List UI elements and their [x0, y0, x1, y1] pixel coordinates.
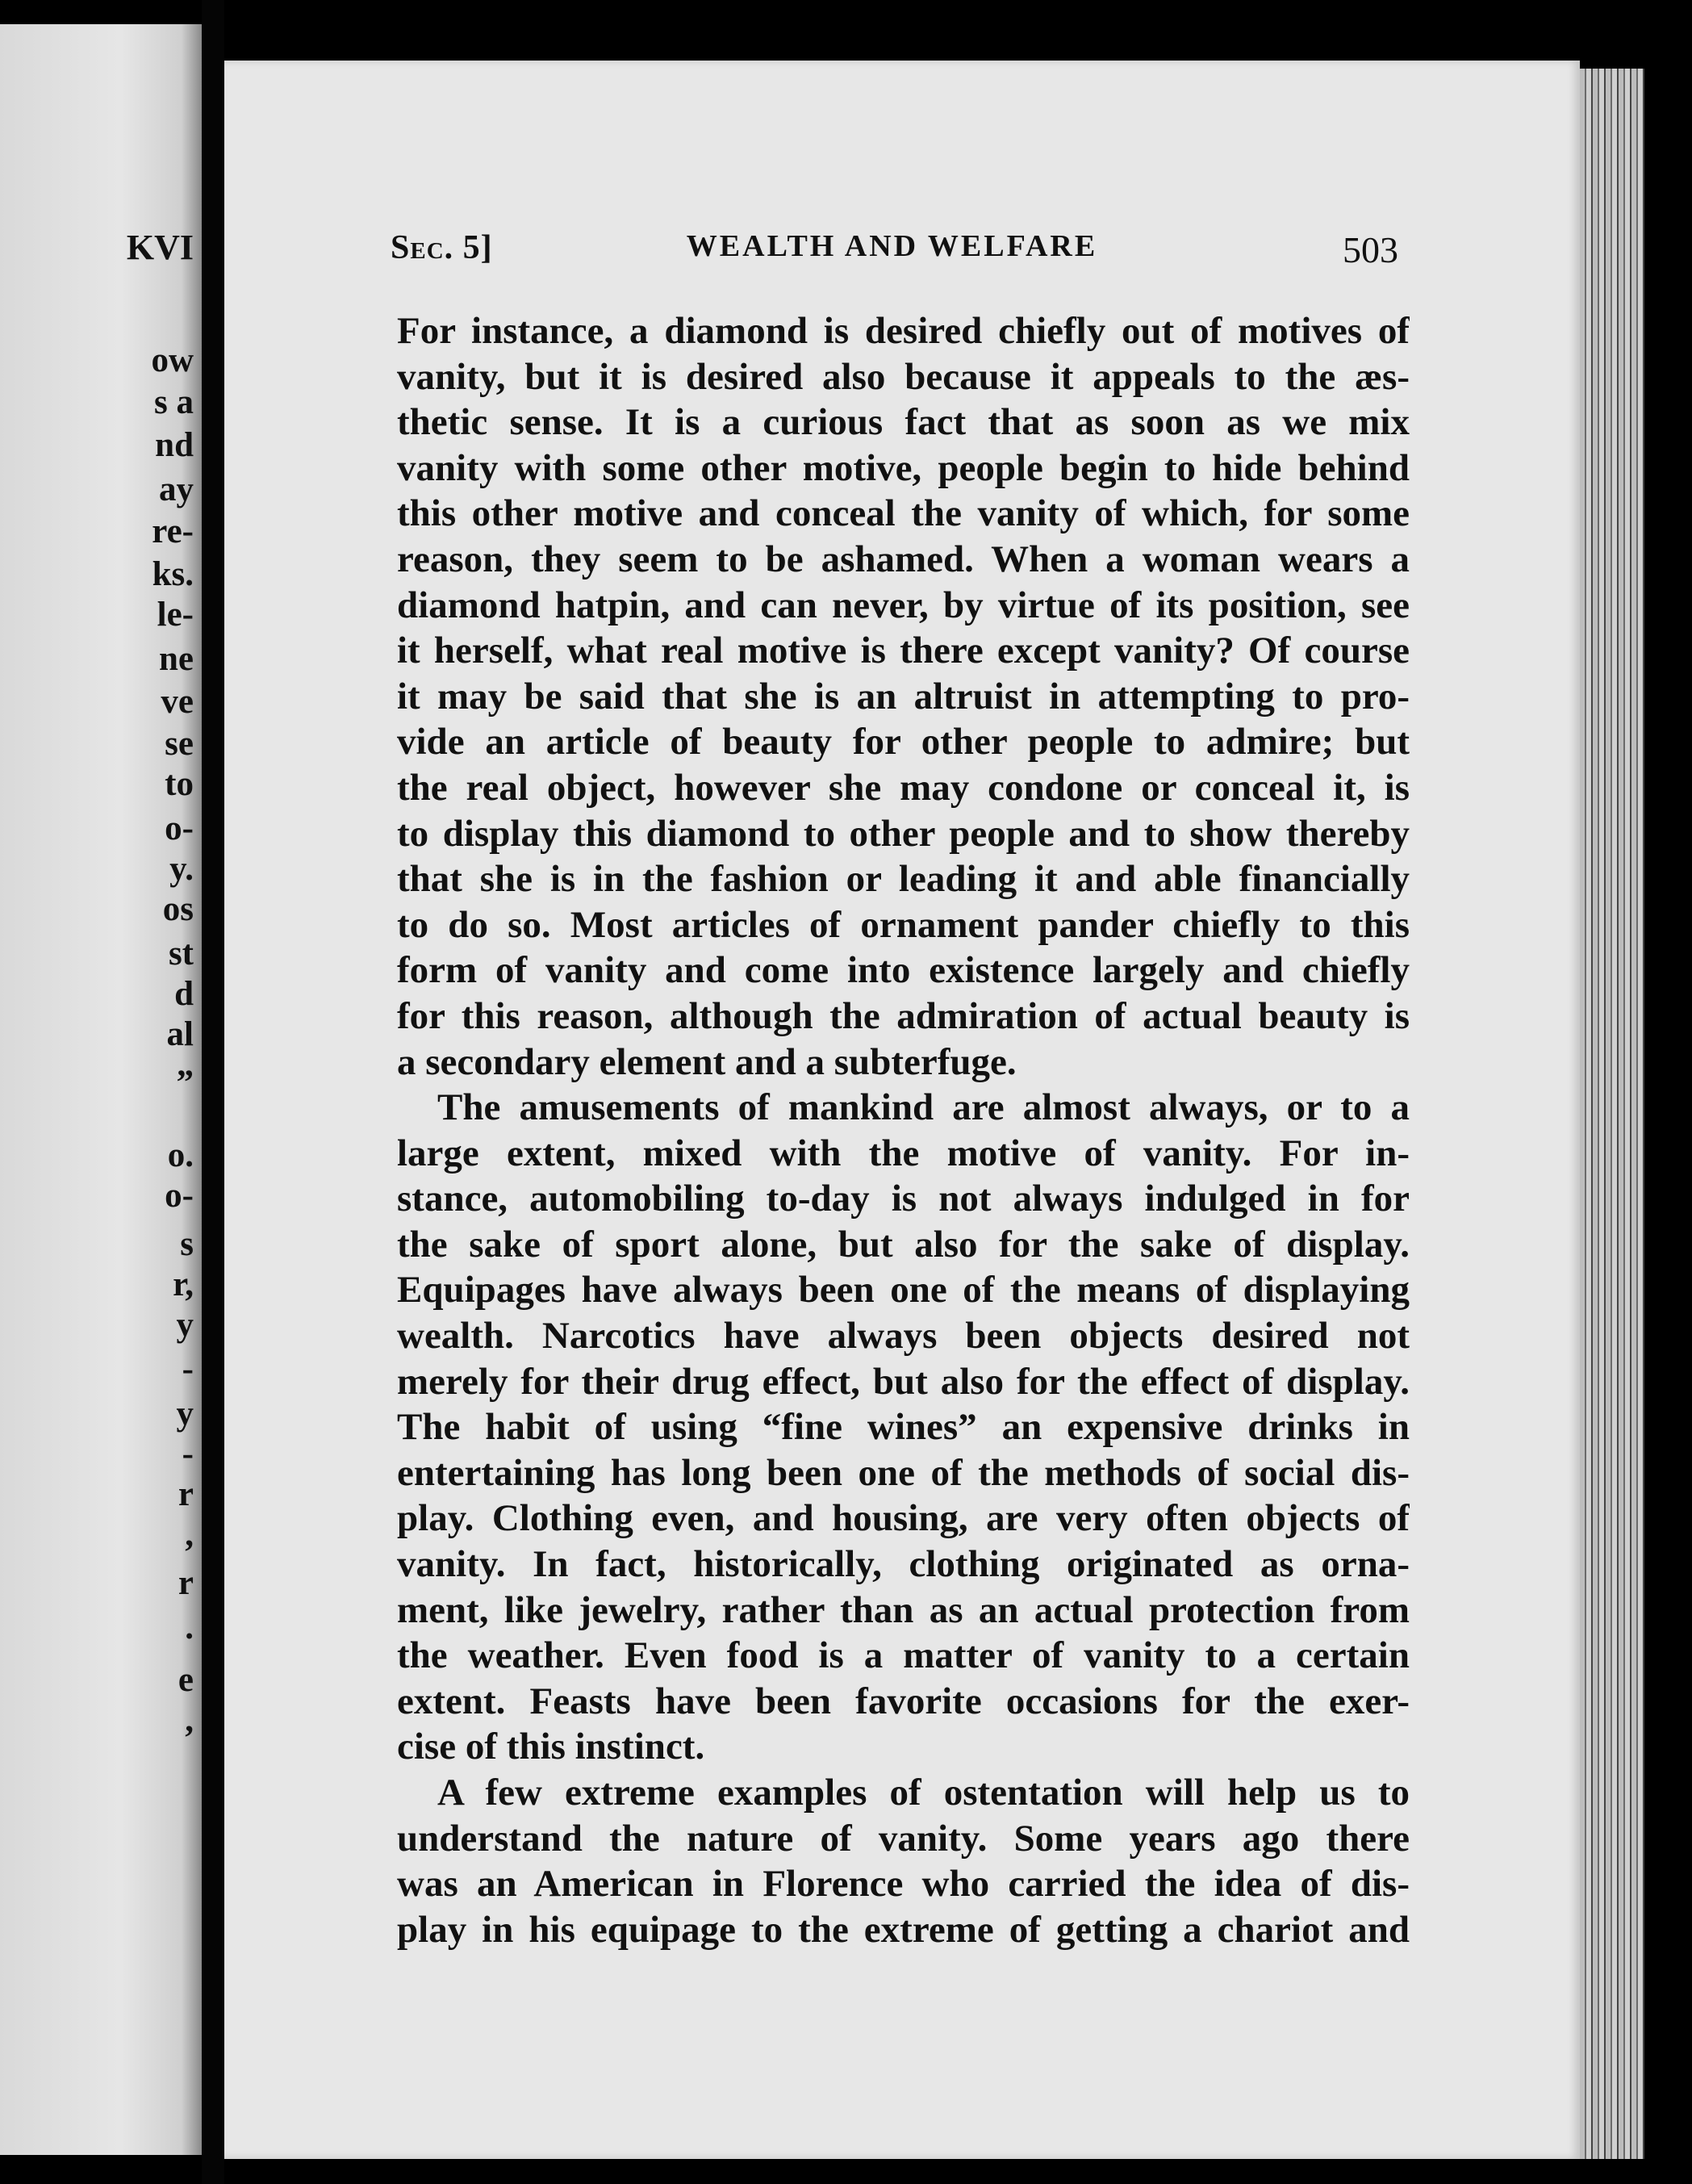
left-page-fragment: le-: [157, 596, 194, 634]
left-page-fragment: r: [178, 1475, 194, 1513]
section-marker: Sec. 5]: [391, 229, 493, 266]
text-line: the real object, however she may condone or conceal it, is: [397, 766, 1410, 809]
left-page-fragment: ”: [176, 1064, 194, 1102]
text-line: play in his equipage to the extreme of getting a chariot and: [397, 1908, 1410, 1951]
text-line: The amusements of mankind are almost always, or to a: [437, 1086, 1410, 1129]
text-line: entertaining has long been one of the methods of social dis-: [397, 1451, 1410, 1494]
text-line: merely for their drug effect, but also for the effect of display.: [397, 1360, 1410, 1403]
left-page-fragment: r,: [173, 1266, 194, 1303]
left-page-fragment: nd: [155, 426, 194, 464]
left-page-fragment: -: [182, 1350, 194, 1388]
left-page-fragment: r: [178, 1564, 194, 1602]
left-page-fragment: d: [174, 975, 194, 1013]
text-line: ment, like jewelry, rather than as an actual protection from: [397, 1588, 1410, 1631]
text-line: vide an article of beauty for other people to admire; but: [397, 721, 1410, 764]
running-head: [386, 228, 1398, 277]
left-page-fragment: y: [176, 1306, 194, 1344]
left-page-fragment: ne: [159, 640, 194, 678]
left-page-fragment: st: [168, 935, 194, 973]
text-line: this other motive and conceal the vanity of which, for some: [397, 492, 1410, 535]
book-gutter: [202, 0, 224, 2184]
text-line: a secondary element and a subterfuge.: [397, 1040, 1017, 1083]
left-page-fragment: to: [165, 765, 194, 803]
left-page-fragment: s: [180, 1225, 194, 1263]
left-page-fragment: se: [165, 725, 194, 763]
left-page-fragment: os: [162, 890, 194, 928]
text-line: the sake of sport alone, but also for the sake of display.: [397, 1223, 1410, 1266]
text-line: form of vanity and come into existence largely and chiefly: [397, 949, 1410, 992]
left-page-fragment: ve: [161, 683, 194, 721]
text-line: was an American in Florence who carried the idea of dis-: [397, 1863, 1410, 1906]
text-line: A few extreme examples of ostentation will help us to: [437, 1772, 1410, 1814]
left-page-fragment: o.: [167, 1136, 194, 1174]
text-line: vanity with some other motive, people begin to hide behind: [397, 446, 1410, 489]
left-page-fragment: re-: [152, 513, 194, 550]
text-line: vanity. In fact, historically, clothing originated as orna-: [397, 1543, 1410, 1586]
left-page-fragment: ,: [185, 1516, 194, 1554]
left-page-fragment: ay: [159, 471, 194, 508]
page-edges: [1580, 69, 1644, 2159]
text-line: it herself, what real motive is there except vanity? Of course: [397, 630, 1410, 672]
text-line: to do so. Most articles of ornament pander chiefly to this: [397, 903, 1410, 946]
text-line: diamond hatpin, and can never, by virtue of its position, see: [397, 584, 1410, 626]
text-line: Equipages have always been one of the means of displaying: [397, 1269, 1410, 1312]
text-line: vanity, but it is desired also because it appeals to the æs-: [397, 355, 1410, 398]
page-number: 503: [1343, 229, 1398, 270]
left-page-fragment: .: [185, 1609, 194, 1646]
left-page-fragment: o-: [165, 810, 194, 847]
text-line: that she is in the fashion or leading it and able financially: [397, 858, 1410, 901]
left-page-fragment: -: [182, 1435, 194, 1473]
left-page-fragment: οw: [151, 341, 194, 379]
text-line: stance, automobiling to-day is not always indulged in for: [397, 1178, 1410, 1220]
text-line: it may be said that she is an altruist in attempting to pro-: [397, 675, 1410, 718]
left-page-fragment: ΚVΙ: [126, 228, 194, 267]
text-line: understand the nature of vanity. Some years ago there: [397, 1817, 1410, 1860]
left-page-fragment: ks.: [152, 555, 194, 593]
left-page-fragment: ,: [185, 1701, 194, 1739]
left-page-fragment: o-: [165, 1177, 194, 1215]
text-line: play. Clothing even, and housing, are very often objects of: [397, 1497, 1410, 1540]
left-page-fragment: s a: [154, 383, 194, 421]
text-line: large extent, mixed with the motive of vanity. For in-: [397, 1132, 1410, 1174]
left-page-fragment: y: [176, 1395, 194, 1433]
text-line: the weather. Even food is a matter of vanity to a certain: [397, 1634, 1410, 1677]
text-line: reason, they seem to be ashamed. When a woman wears a: [397, 538, 1410, 580]
text-line: For instance, a diamond is desired chiefly out of motives of: [397, 310, 1410, 352]
facing-page-left: [0, 24, 202, 2155]
text-line: to display this diamond to other people and to show thereby: [397, 812, 1410, 855]
text-line: for this reason, although the admiration of actual beauty is: [397, 994, 1410, 1037]
text-line: thetic sense. It is a curious fact that as soon as we mix: [397, 401, 1410, 444]
left-page-fragment: al: [166, 1015, 194, 1053]
left-page-fragment: y.: [169, 850, 194, 888]
text-line: extent. Feasts have been favorite occasions for the exer-: [397, 1680, 1410, 1722]
running-title: WEALTH AND WELFARE: [686, 229, 1098, 263]
text-line: The habit of using “fine wines” an expensive drinks in: [397, 1406, 1410, 1449]
text-line: wealth. Narcotics have always been objects desired not: [397, 1315, 1410, 1358]
text-line: cise of this instinct.: [397, 1726, 705, 1768]
left-page-fragment: e: [178, 1661, 194, 1699]
body-text: [397, 308, 1410, 1952]
